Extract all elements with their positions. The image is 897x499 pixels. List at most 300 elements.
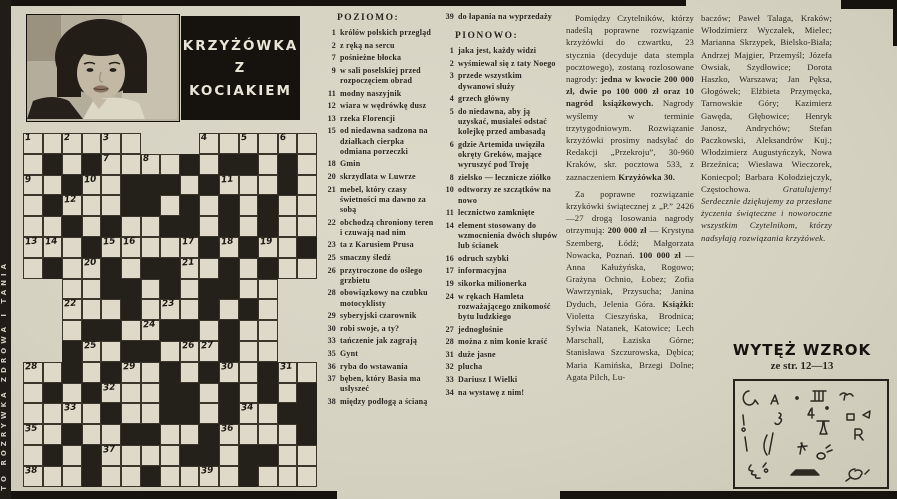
grid-cell <box>82 362 102 383</box>
hieroglyph-doodles <box>735 381 887 487</box>
grid-cell <box>278 258 298 279</box>
grid-cell-black <box>160 175 180 196</box>
clue-text: zielsko — lecznicze ziółko <box>458 172 551 182</box>
grid-cell <box>82 279 102 300</box>
clue-number: 2 <box>331 40 336 50</box>
grid-cell <box>23 216 43 237</box>
grid-cell-black <box>199 175 219 196</box>
clue-text: Gynt <box>340 348 359 358</box>
grid-cell <box>23 154 43 175</box>
grid-cell <box>219 237 239 258</box>
clue-number: 20 <box>327 171 336 181</box>
grid-cell <box>239 216 259 237</box>
grid-cell <box>278 362 298 383</box>
clue-item <box>323 126 436 157</box>
wytez-wzrok-puzzle-box <box>733 379 889 489</box>
grid-cell <box>121 362 141 383</box>
grid-cell <box>278 195 298 216</box>
grid-cell-black <box>160 279 180 300</box>
grid-cell-black <box>43 195 63 216</box>
grid-cell <box>141 383 161 404</box>
grid-cell-number: 8 <box>142 153 150 165</box>
clue-item <box>323 266 436 286</box>
grid-cell <box>160 341 180 362</box>
grid-cell <box>180 466 200 487</box>
grid-cell-number: 17 <box>181 236 195 248</box>
clue-item <box>323 159 436 169</box>
grid-cell-number: 37 <box>102 444 117 456</box>
grid-cell <box>23 403 43 424</box>
clue-item <box>441 362 560 372</box>
grid-cell <box>82 341 102 362</box>
clue-text: obchodzą chroniony teren i czuwają nad nim <box>340 217 434 237</box>
grid-cell <box>180 279 200 300</box>
grid-cell <box>121 320 141 341</box>
clue-item <box>323 253 436 263</box>
grid-cell <box>141 320 161 341</box>
clues-column-down <box>441 12 560 400</box>
clue-number: 37 <box>327 374 336 384</box>
results-paragraph-winners <box>566 188 694 383</box>
clue-number: 36 <box>327 361 336 371</box>
clue-text: przytroczone do oślego grzbietu <box>340 265 423 285</box>
grid-cell <box>43 424 63 445</box>
grid-cell <box>180 299 200 320</box>
clue-number: 12 <box>327 101 336 111</box>
text-run: Za poprawne rozwiązanie krzykówki świątecznej z „P.” 2426—27 drogą losowania nagrody otrzymują: <box>566 188 694 236</box>
grid-cell <box>278 445 298 466</box>
clue-item <box>323 311 436 321</box>
grid-cell-black <box>121 424 141 445</box>
clue-item <box>441 375 560 385</box>
grid-cell-black <box>160 320 180 341</box>
grid-cell-black <box>82 154 102 175</box>
grid-cell-black <box>141 195 161 216</box>
grid-cell <box>43 362 63 383</box>
grid-cell <box>121 154 141 175</box>
grid-cell <box>160 195 180 216</box>
crossword-grid <box>23 133 317 487</box>
woman-portrait-illustration <box>27 15 177 119</box>
grid-cell <box>239 258 259 279</box>
grid-cell <box>160 154 180 175</box>
page-bottom-rule-right <box>560 491 897 499</box>
grid-cell-number: 22 <box>63 298 78 310</box>
clue-number: 15 <box>327 126 336 136</box>
grid-cell <box>101 424 121 445</box>
grid-cell <box>43 466 63 487</box>
grid-cell <box>43 237 63 258</box>
grid-cell-black <box>297 237 317 258</box>
clue-text: bęben, który Basia ma usłyszeć <box>340 374 421 394</box>
grid-cell-black <box>180 195 200 216</box>
clue-item <box>441 12 560 22</box>
clue-text: pośnieżne błocka <box>340 53 402 63</box>
grid-cell <box>23 133 43 154</box>
clue-item <box>323 28 436 38</box>
clue-item <box>323 218 436 238</box>
grid-cell <box>62 299 82 320</box>
clue-text: modny naszyjnik <box>340 88 402 98</box>
grid-cell <box>297 216 317 237</box>
results-paragraph-winners-cont <box>701 12 832 244</box>
clue-text: wiara w wędrówkę dusz <box>340 101 427 111</box>
grid-cell-number: 6 <box>279 132 287 144</box>
grid-cell-black <box>121 195 141 216</box>
crossword-title-line1: KRZYŻÓWKA <box>182 37 299 54</box>
clue-item <box>441 388 560 398</box>
grid-cell <box>62 195 82 216</box>
grid-cell-black <box>141 466 161 487</box>
clue-text: rzeka Florencji <box>340 113 396 123</box>
grid-cell <box>297 154 317 175</box>
grid-cell <box>258 237 278 258</box>
grid-cell-number: 35 <box>24 423 38 435</box>
clue-text: jaka jest, każdy widzi <box>458 46 537 56</box>
grid-cell-black <box>219 341 239 362</box>
clue-number: 14 <box>445 220 454 230</box>
grid-cell <box>258 466 278 487</box>
grid-cell-black <box>82 320 102 341</box>
grid-cell-number: 36 <box>220 423 234 435</box>
clue-text: robi swoje, a ty? <box>340 323 400 333</box>
clue-item <box>441 107 560 138</box>
grid-cell-number: 24 <box>142 319 156 331</box>
grid-cell <box>180 424 200 445</box>
grid-cell <box>23 258 43 279</box>
clue-number: 28 <box>445 337 454 347</box>
grid-cell-number: 39 <box>200 465 215 477</box>
grid-cell-number: 34 <box>240 402 254 414</box>
clue-number: 29 <box>327 311 336 321</box>
grid-cell <box>23 383 43 404</box>
grid-cell <box>278 424 298 445</box>
grid-cell-number: 32 <box>102 382 117 394</box>
text-run: 100 000 zł <box>638 249 681 260</box>
grid-cell-black <box>101 258 121 279</box>
grid-cell-black <box>62 175 82 196</box>
grid-cell <box>160 237 180 258</box>
page-top-right-mark <box>841 0 897 9</box>
grid-cell <box>258 341 278 362</box>
clue-number: 38 <box>327 396 336 406</box>
grid-cell <box>43 216 63 237</box>
clue-item <box>323 89 436 99</box>
grid-cell <box>297 175 317 196</box>
grid-cell-number: 11 <box>220 174 234 186</box>
grid-cell <box>43 175 63 196</box>
grid-cell <box>239 362 259 383</box>
grid-cell <box>141 299 161 320</box>
grid-cell-black <box>278 175 298 196</box>
clue-item <box>441 94 560 104</box>
grid-cell-black <box>199 362 219 383</box>
grid-cell-number: 10 <box>83 174 97 186</box>
clue-number: 23 <box>327 240 336 250</box>
grid-cell-black <box>239 237 259 258</box>
clue-text: do niedawna, aby ją uzyskać, musiałeś odstać kolejkę przed ambasadą <box>458 106 548 137</box>
grid-cell-black <box>160 383 180 404</box>
clue-text: skrzydlata w Luwrze <box>340 171 416 181</box>
clue-number: 11 <box>446 208 454 218</box>
clue-number: 9 <box>331 65 336 75</box>
across-clues-overflow <box>441 12 560 22</box>
clue-number: 19 <box>445 278 454 288</box>
clue-text: smaczny śledź <box>340 252 391 262</box>
grid-cell <box>160 424 180 445</box>
clue-item <box>441 350 560 360</box>
clue-number: 33 <box>327 336 336 346</box>
grid-cell-number: 16 <box>122 236 136 248</box>
clue-text: informacyjna <box>458 266 507 276</box>
clue-text: sikorka milionerka <box>458 278 527 288</box>
woman-portrait-photo <box>26 14 180 122</box>
clue-text: jednogłośnie <box>458 324 504 334</box>
clue-number: 6 <box>449 139 454 149</box>
grid-cell-black <box>219 154 239 175</box>
grid-cell <box>199 133 219 154</box>
grid-cell <box>82 175 102 196</box>
grid-cell <box>199 195 219 216</box>
grid-cell-black <box>121 341 141 362</box>
crossword-title-line3: KOCIAKIEM <box>189 82 292 99</box>
grid-cell-black <box>180 383 200 404</box>
grid-cell <box>258 279 278 300</box>
grid-cell-black <box>297 403 317 424</box>
grid-cell-black <box>82 445 102 466</box>
text-run: Krzyżówka 30. <box>618 171 675 182</box>
grid-cell <box>199 320 219 341</box>
grid-cell-black <box>199 445 219 466</box>
grid-cell-black <box>219 258 239 279</box>
grid-cell <box>258 154 278 175</box>
grid-cell-black <box>278 154 298 175</box>
grid-cell <box>239 424 259 445</box>
clue-item <box>323 41 436 51</box>
page-top-rule <box>11 0 686 6</box>
clue-item <box>441 173 560 183</box>
clue-item <box>441 59 560 69</box>
grid-cell <box>82 195 102 216</box>
grid-cell <box>141 279 161 300</box>
clue-text: obowiązkowy na czubku motocyklisty <box>340 288 428 308</box>
grid-cell-black <box>180 320 200 341</box>
clue-item <box>323 374 436 394</box>
clue-number: 10 <box>445 185 454 195</box>
clue-text: mebel, który czasy świetności ma dawno za sobą <box>340 184 426 214</box>
grid-cell-black <box>101 279 121 300</box>
grid-cell-black <box>43 154 63 175</box>
grid-cell-black <box>141 175 161 196</box>
grid-cell-black <box>62 424 82 445</box>
clue-text: z ręką na sercu <box>340 40 395 50</box>
clue-number: 17 <box>445 266 454 276</box>
grid-cell-black <box>101 216 121 237</box>
clue-number: 32 <box>445 362 454 372</box>
grid-cell-black <box>258 445 278 466</box>
clue-number: 39 <box>445 12 454 21</box>
grid-cell <box>278 216 298 237</box>
grid-cell-black <box>43 383 63 404</box>
clue-item <box>323 362 436 372</box>
grid-cell-number: 7 <box>102 153 111 165</box>
clue-text: plucha <box>458 362 483 372</box>
grid-cell <box>199 466 219 487</box>
grid-cell <box>239 341 259 362</box>
grid-cell <box>297 362 317 383</box>
grid-cell <box>180 175 200 196</box>
grid-cell-black <box>43 258 63 279</box>
grid-cell <box>258 299 278 320</box>
grid-cell <box>121 445 141 466</box>
text-run: baczów; Paweł Talaga, Kraków; Włodzimierz Wyczałek, Mielec; Marianna Skrzypek, Bielsko-Biała; Andrzej Majgier, Przemyśl; Józefa Owsiak, Szydłowice; Dorota Haszko, Warszawa; Jan Pęksa, Głogówek; Elżbieta Przymęcka, Tarnowskie Góry; Kazimierz Gawęda, Głębowice; Henryk Janosz, Andrychów; Stefan Paczkowski, Aleksandrów Kuj.; Włodzimierz Augustyńczyk, Nowa Brzeźnica; Wiesława Wieczorek, Koniecpol; Barbara Kołodziejczyk, Częstochowa. <box>701 13 832 194</box>
grid-cell <box>82 258 102 279</box>
grid-cell-black <box>219 195 239 216</box>
grid-cell <box>62 445 82 466</box>
grid-cell <box>141 154 161 175</box>
grid-cell <box>297 133 317 154</box>
clue-number: 28 <box>327 288 336 298</box>
grid-cell <box>101 299 121 320</box>
grid-cell <box>82 216 102 237</box>
grid-cell <box>258 133 278 154</box>
clue-text: Dariusz I Wielki <box>458 374 518 384</box>
clue-item <box>323 324 436 334</box>
grid-cell <box>278 237 298 258</box>
grid-cell-number: 26 <box>181 340 195 352</box>
grid-cell <box>199 258 219 279</box>
down-clues-list <box>441 46 560 398</box>
grid-cell <box>62 154 82 175</box>
grid-cell <box>121 237 141 258</box>
grid-cell-number: 12 <box>63 194 78 206</box>
clue-item <box>323 53 436 63</box>
grid-cell <box>23 237 43 258</box>
text-run: Książki: <box>662 298 694 309</box>
grid-cell <box>219 175 239 196</box>
clue-item <box>441 254 560 264</box>
grid-cell <box>23 445 43 466</box>
clue-item <box>441 292 560 323</box>
grid-cell-number: 3 <box>102 132 111 144</box>
grid-cell <box>297 466 317 487</box>
clue-number: 1 <box>331 28 336 37</box>
grid-cell-number: 31 <box>279 361 293 373</box>
grid-cell <box>199 341 219 362</box>
grid-cell-black <box>297 424 317 445</box>
clue-number: 18 <box>327 159 336 169</box>
text-run: Pomiędzy Czytelników, którzy nadeślą poprawne rozwiązanie krzyżówki do czwartku, 23 stycznia (decyduje data stempla pocztowego), zostaną rozlosowane nagrody: <box>566 13 694 85</box>
grid-cell-black <box>297 383 317 404</box>
grid-cell-black <box>219 403 239 424</box>
grid-cell <box>219 299 239 320</box>
clue-item <box>323 349 436 359</box>
text-run: Nagrody wyślemy w terminie trzytygodniowym. Rozwiązanie krzyżówki prosimy nadsyłać do Redakcji „Przekroju”, 30-960 Kraków, skr. pocztowa 533, z zaznaczeniem <box>566 98 694 182</box>
grid-cell-number: 30 <box>220 361 234 373</box>
grid-cell-black <box>101 320 121 341</box>
wytez-wzrok-subtitle: ze str. 12—13 <box>770 360 834 372</box>
clues-column-across <box>323 12 436 409</box>
grid-cell-black <box>239 445 259 466</box>
clue-number: 33 <box>445 374 454 384</box>
clue-number: 8 <box>449 172 454 182</box>
wytez-wzrok-title: WYTĘŻ WZROK <box>732 341 872 359</box>
clue-item <box>441 46 560 56</box>
grid-cell-number: 23 <box>161 298 176 310</box>
clue-number: 2 <box>449 58 454 68</box>
grid-cell <box>141 445 161 466</box>
grid-cell <box>101 383 121 404</box>
grid-cell <box>62 133 82 154</box>
grid-cell <box>180 237 200 258</box>
clue-text: do łapania na wyprzedaży <box>458 12 552 21</box>
grid-cell <box>101 445 121 466</box>
grid-cell-black <box>82 466 102 487</box>
clue-text: ta z Karusiem Prusa <box>340 240 414 250</box>
clue-item <box>441 221 560 252</box>
grid-cell-black <box>258 258 278 279</box>
clue-number: 5 <box>449 106 454 116</box>
grid-cell-number: 27 <box>200 340 215 352</box>
grid-cell <box>141 237 161 258</box>
grid-cell <box>239 195 259 216</box>
clue-item <box>441 279 560 289</box>
clue-item <box>323 336 436 346</box>
grid-cell <box>121 466 141 487</box>
grid-cell-number: 13 <box>24 236 38 248</box>
grid-cell <box>141 403 161 424</box>
text-run: jedna w kwocie 200 000 zł, dwie po 100 000 zł oraz 10 nagród książkowych. <box>566 74 694 109</box>
grid-cell <box>101 154 121 175</box>
grid-cell <box>121 216 141 237</box>
text-run: Gratulujemy! Serdecznie dziękujemy za przesłane życzenia świąteczne i noworoczne wszystkim Czytelnikom, którzy nadsyłają rozwiązania krzyżówek. <box>701 183 832 243</box>
grid-cell <box>239 383 259 404</box>
grid-cell <box>101 237 121 258</box>
grid-cell <box>180 258 200 279</box>
results-paragraph-rules <box>566 12 694 183</box>
grid-cell <box>297 258 317 279</box>
grid-cell <box>82 299 102 320</box>
grid-cell <box>23 466 43 487</box>
grid-cell-black <box>239 299 259 320</box>
grid-cell <box>82 403 102 424</box>
grid-cell-number: 9 <box>24 174 32 185</box>
grid-cell <box>258 320 278 341</box>
grid-cell-black <box>258 362 278 383</box>
clue-text: syberyjski czarownik <box>340 311 417 321</box>
clue-item <box>441 325 560 335</box>
grid-cell-black <box>219 279 239 300</box>
grid-cell-number: 21 <box>181 257 195 269</box>
clue-number: 11 <box>328 88 336 98</box>
clue-text: w sali poselskiej przed rozpoczęciem obrad <box>340 65 421 85</box>
text-run: 200 000 zł <box>607 225 647 236</box>
grid-cell-number: 38 <box>24 465 38 477</box>
margin-vertical-text: TO ROZRYWKA ZDROWA I TANIA <box>0 260 8 491</box>
grid-cell <box>121 258 141 279</box>
grid-cell <box>101 133 121 154</box>
clue-text: Gmin <box>340 159 361 169</box>
clue-item <box>323 172 436 182</box>
results-article-column-2 <box>701 12 832 249</box>
grid-cell-black <box>180 445 200 466</box>
grid-cell <box>180 341 200 362</box>
grid-cell-black <box>121 279 141 300</box>
grid-cell <box>23 195 43 216</box>
grid-cell-black <box>82 383 102 404</box>
grid-cell <box>239 175 259 196</box>
clue-text: duże jasne <box>458 349 496 359</box>
